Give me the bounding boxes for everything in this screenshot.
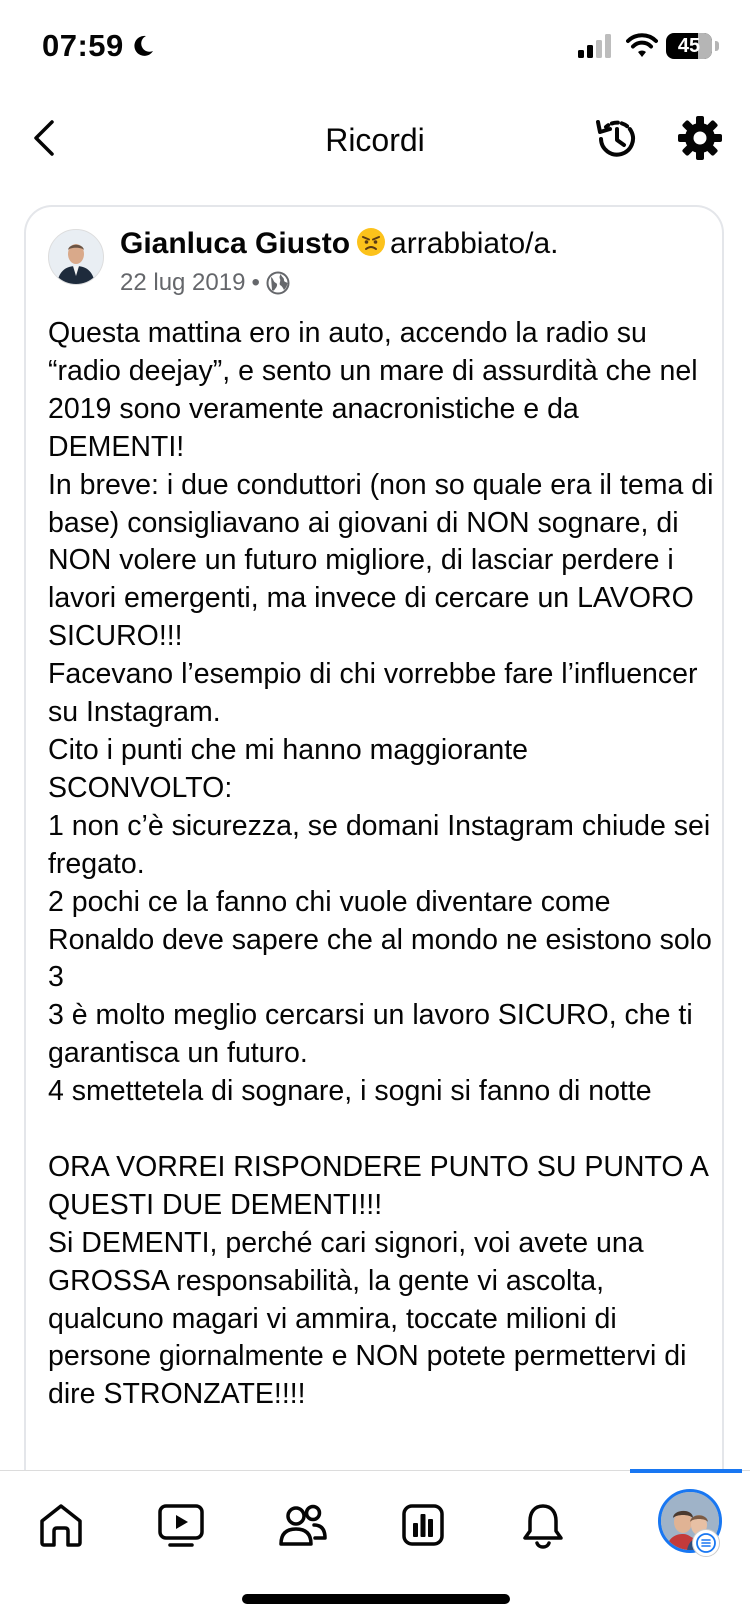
feeling-text: arrabbiato/a. [390, 227, 559, 260]
author-name[interactable]: Gianluca Giusto [120, 227, 351, 260]
status-bar [0, 0, 750, 100]
tab-notifications[interactable] [508, 1493, 578, 1563]
tab-friends[interactable] [268, 1493, 338, 1563]
post-meta [120, 269, 290, 297]
home-icon [37, 1501, 85, 1549]
friends-icon [277, 1501, 329, 1549]
post-date[interactable]: 22 lug 2019 [120, 269, 246, 296]
author-line [120, 227, 559, 261]
tab-video[interactable] [146, 1493, 216, 1563]
globe-icon [266, 271, 290, 295]
history-icon[interactable] [592, 114, 642, 164]
page-title: Ricordi [325, 122, 425, 158]
menu-badge-icon[interactable] [692, 1529, 720, 1557]
author-avatar[interactable] [48, 229, 104, 285]
tab-dashboard[interactable] [388, 1493, 458, 1563]
wifi-icon [626, 32, 658, 58]
video-icon [156, 1501, 206, 1549]
angry-emoji-icon [356, 227, 386, 257]
home-indicator [242, 1594, 510, 1604]
post-text: Questa mattina ero in auto, accendo la radio su “radio deejay”, e sento un mare di assurdità che nel 2019 sono veramente anacronistiche e da DEMENTI! In breve: i due conduttori (non so quale era il tema di base) consigliavano ai giovani di NON sognare, di NON volere un futuro migliore, di lasciar perdere i lavori emergenti, ma invece di cercare un LAVORO SICURO!!! Facevano l’esempio di chi vorrebbe fare l’influencer su Instagram. Cito i punti che mi hanno maggiorante SCONVOLTO: 1 non c’è sicurezza, se domani Instagram chiude sei fregato. 2 pochi ce la fanno chi vuole diventare come Ronaldo deve sapere che al mondo ne esistono solo 3 3 è molto meglio cercarsi un lavoro SICURO, che ti garantisca un futuro. 4 smettetela di sognare, i sogni si fanno di notte ORA VORREI RISPONDERE PUNTO SU PUNTO A QUESTI DUE DEMENTI!!! Si DEMENTI, perché cari signori, voi avete una GROSSA responsabilità, la gente vi ascolta, qualcuno magari vi ammira, toccate milioni di persone giornalmente e NON potete permettervi di dire STRONZATE!!!! [48, 317, 714, 1411]
nav-header [0, 100, 750, 190]
battery-level: 45 [677, 35, 701, 57]
meta-separator: • [251, 269, 260, 296]
memory-post-card [24, 205, 724, 1505]
tab-home[interactable] [26, 1493, 96, 1563]
dashboard-icon [399, 1501, 447, 1549]
bell-icon [519, 1501, 567, 1549]
status-time: 07:59 [42, 28, 124, 63]
signal-icon [578, 34, 614, 58]
battery-icon [666, 33, 712, 59]
moon-icon [132, 34, 154, 58]
battery-tip [715, 41, 719, 51]
active-tab-indicator [630, 1469, 742, 1473]
gear-icon[interactable] [676, 114, 724, 162]
